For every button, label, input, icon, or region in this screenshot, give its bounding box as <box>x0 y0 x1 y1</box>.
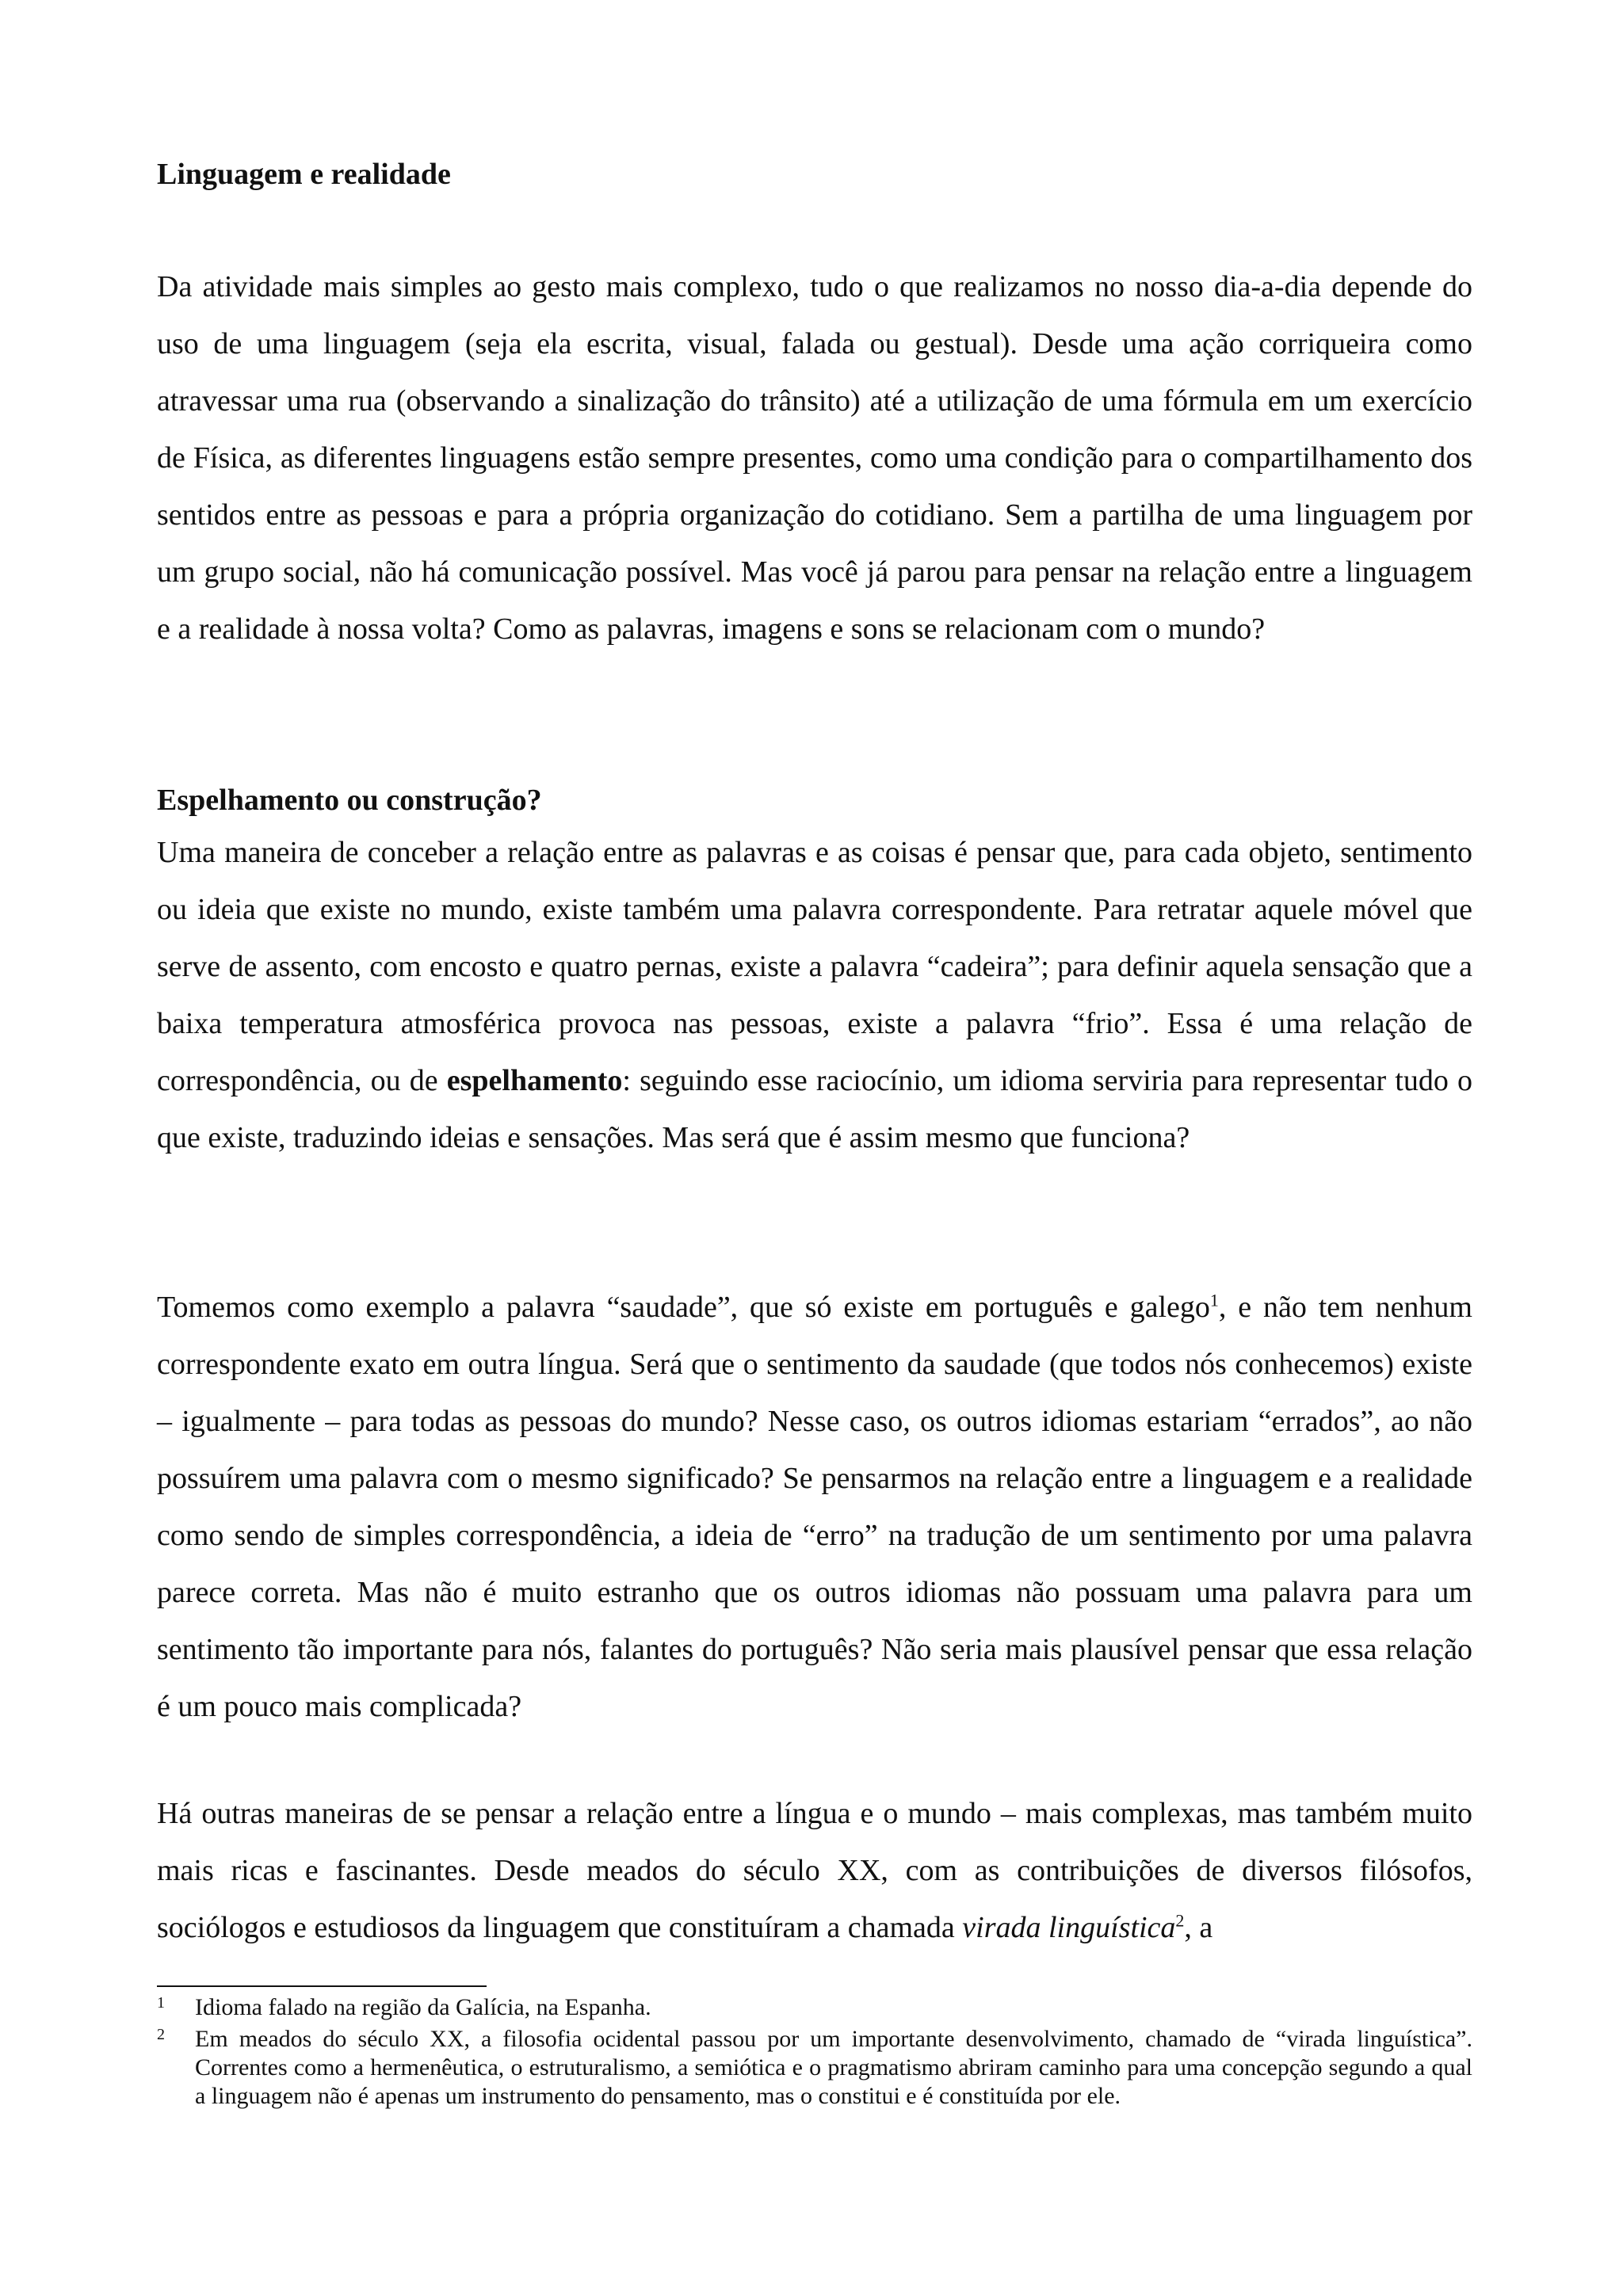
footnote-number: 2 <box>157 2026 165 2043</box>
footnote-2 <box>157 2025 1472 2111</box>
footnote-number: 1 <box>157 1994 165 2012</box>
outras-paragraph <box>157 1785 1472 1956</box>
footnote-text: Idioma falado na região da Galícia, na Espanha. <box>195 1994 651 2020</box>
footnote-ref-1[interactable]: 1 <box>1209 1290 1219 1310</box>
section-heading: Espelhamento ou construção? <box>157 784 542 817</box>
footnote-text: Em meados do século XX, a filosofia ocidental passou por um importante desenvolvimento, chamado de “virada linguística”. Correntes como a hermenêutica, o estruturalismo, a semiótica e o pragmatismo abriram caminho para uma concepção segundo a qual a linguagem não é apenas um instrumento do pensamento, mas o constitui e é constituída por ele. <box>195 2026 1472 2109</box>
document-title: Linguagem e realidade <box>157 158 451 191</box>
outras-paragraph-text-start: Há outras maneiras de se pensar a relação entre a língua e o mundo – mais complexas, mas também muito mais ricas e fascinantes. Desde meados do século XX, com as contribuições de diversos filósofos, sociólogos e estudiosos da linguagem que constituíram a chamada <box>157 1797 1472 1944</box>
footnote-separator <box>157 1985 487 1987</box>
footnote-ref-2[interactable]: 2 <box>1175 1910 1185 1931</box>
mirror-paragraph-bold-term: espelhamento <box>446 1064 623 1097</box>
footnote-1 <box>157 1993 1472 2022</box>
outras-paragraph-text-end: , a <box>1184 1911 1213 1944</box>
saudade-paragraph-text-start: Tomemos como exemplo a palavra “saudade”, que só existe em português e galego <box>157 1291 1210 1324</box>
intro-paragraph: Da atividade mais simples ao gesto mais complexo, tudo o que realizamos no nosso dia-a-dia depende do uso de uma linguagem (seja ela escrita, visual, falada ou gestual). Desde uma ação corriqueira como atravessar uma rua (observando a sinalização do trânsito) até a utilização de uma fórmula em um exercício de Física, as diferentes linguagens estão sempre presentes, como uma condição para o compartilhamento dos sentidos entre as pessoas e para a própria organização do cotidiano. Sem a partilha de uma linguagem por um grupo social, não há comunicação possível. Mas você já parou para pensar na relação entre a linguagem e a realidade à nossa volta? Como as palavras, imagens e sons se relacionam com o mundo? <box>157 270 1472 646</box>
saudade-paragraph-text-end: , e não tem nenhum correspondente exato em outra língua. Será que o sentimento da saudade (que todos nós conhecemos) existe – igualmente – para todas as pessoas do mundo? Nesse caso, os outros idiomas estariam “errados”, ao não possuírem uma palavra com o mesmo significado? Se pensarmos na relação entre a linguagem e a realidade como sendo de simples correspondência, a ideia de “erro” na tradução de um sentimento por uma palavra parece correta. Mas não é muito estranho que os outros idiomas não possuam uma palavra para um sentimento tão importante para nós, falantes do português? Não seria mais plausível pensar que essa relação é um pouco mais complicada? <box>157 1291 1472 1723</box>
outras-paragraph-italic-term: virada linguística <box>962 1911 1176 1944</box>
mirror-paragraph <box>157 824 1472 1166</box>
mirror-paragraph-text-end: : seguindo esse raciocínio, um idioma serviria para representar tudo o que existe, traduzindo ideias e sensações. Mas será que é assim mesmo que funciona? <box>157 1064 1472 1154</box>
saudade-paragraph <box>157 1279 1472 1735</box>
mirror-paragraph-text-start: Uma maneira de conceber a relação entre as palavras e as coisas é pensar que, para cada objeto, sentimento ou ideia que existe no mundo, existe também uma palavra correspondente. Para retratar aquele móvel que serve de assento, com encosto e quatro pernas, existe a palavra “cadeira”; para definir aquela sensação que a baixa temperatura atmosférica provoca nas pessoas, existe a palavra “frio”. Essa é uma relação de correspondência, ou de <box>157 836 1472 1097</box>
